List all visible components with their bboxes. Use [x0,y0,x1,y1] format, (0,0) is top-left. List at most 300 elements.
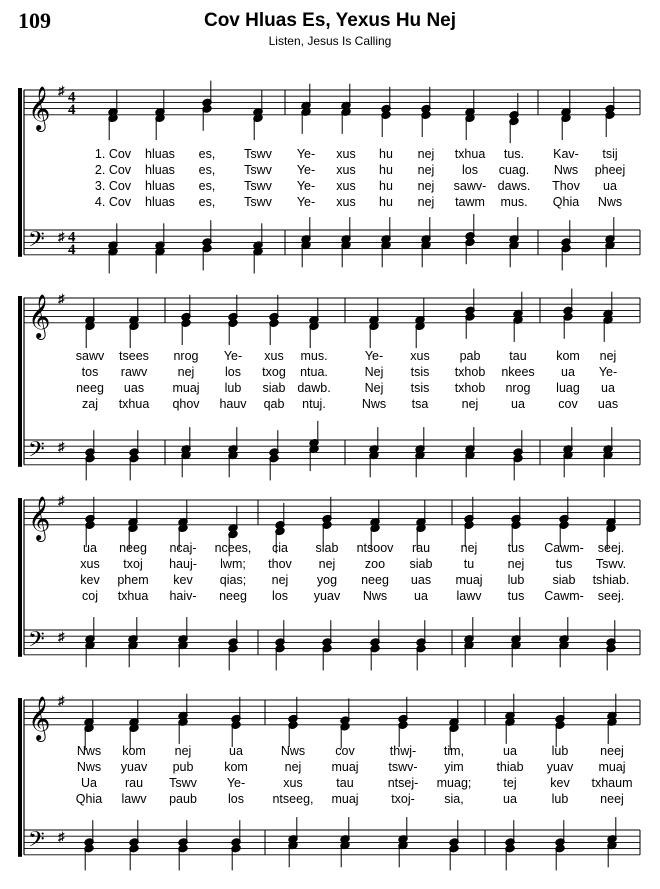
note [561,114,571,140]
lyric-syllable: Tswv [244,147,272,161]
note [464,641,474,667]
note [340,841,350,867]
note [505,820,515,846]
lyric-syllable: siab [315,541,339,555]
lyric-syllable: hluas [145,195,175,209]
lyric-syllable: nej [461,397,479,411]
note [465,238,475,264]
treble-clef: 𝄞 [28,695,51,740]
lyric-syllable: hu [379,195,393,209]
note [309,298,319,324]
lyric-syllable: lub [224,381,242,395]
lyric-syllable: cia [272,541,288,555]
system-4 [18,693,640,870]
note [465,289,475,315]
note [464,497,474,523]
note [555,844,565,870]
lyric-syllable: neeg [119,541,147,555]
lyric-syllable: tej [503,776,517,790]
lyric-syllable: ua [229,744,243,758]
lyric-syllable: Ye- [296,195,316,209]
lyric-syllable: nej [174,744,192,758]
lyric-syllable: txhua [118,397,150,411]
note [607,841,617,867]
note [370,620,380,646]
note [606,500,616,526]
note [301,241,311,267]
lyric-syllable: ncees, [214,541,252,555]
note [178,641,188,667]
lyric-syllable: nej [284,760,302,774]
note [275,503,285,529]
note [309,421,319,447]
bass-staff [24,830,640,855]
note [341,241,351,267]
hymn-title: Cov Hluas Es, Yexus Hu Nej [203,10,457,31]
lyric-syllable: tim, [443,744,465,758]
lyric-syllable: es, [198,163,216,177]
lyric-syllable: kom [556,349,580,363]
lyric-syllable: tsees [119,349,149,363]
note [505,844,515,870]
lyric-syllable: Ye- [223,349,243,363]
note [202,220,212,246]
note [85,430,95,456]
note [341,84,351,110]
lyric-syllable: yuav [546,760,574,774]
sharp-sign: ♯ [58,629,65,645]
lyric-syllable: yim [444,760,464,774]
lyric-syllable: 1. Cov [94,147,132,161]
note [84,700,94,726]
note [108,90,118,116]
system-bracket [18,88,22,257]
note [202,81,212,107]
lyric-syllable: xus [336,179,356,193]
lyric-syllable: muaj [331,792,359,806]
lyric-syllable: tsa [411,397,429,411]
note [416,620,426,646]
note [603,451,613,477]
note [511,641,521,667]
lyric-syllable: ntuj. [302,397,326,411]
lyric-syllable: txhua [117,589,149,603]
lyric-syllable: ua [503,792,517,806]
lyric-syllable: tu [463,557,475,571]
lyric-syllable: mus. [300,349,328,363]
lyric-syllable: zaj [82,397,98,411]
lyric-syllable: Ye- [226,776,246,790]
lyric-syllable: txoj [123,557,143,571]
note [129,700,139,726]
system-3 [18,493,640,670]
note [178,717,188,743]
note [421,87,431,113]
lyric-syllable: cuag. [498,163,530,177]
lyric-syllable: rau [124,776,144,790]
note [369,451,379,477]
note [322,644,332,670]
sharp-sign: ♯ [58,229,65,245]
lyric-syllable: qias; [219,573,247,587]
note [85,298,95,324]
note [605,111,615,137]
note [606,620,616,646]
note [269,454,279,480]
note [559,497,569,523]
bass-clef: 𝄢 [28,627,45,658]
lyric-syllable: phem [117,573,149,587]
note [370,644,380,670]
lyric-syllable: nej [271,573,289,587]
lyric-syllable: tos [81,365,99,379]
system-bracket [18,296,22,467]
lyric-syllable: nrog [505,381,531,395]
note [465,114,475,140]
lyric-syllable: nej [417,147,435,161]
hymn-number: 109 [18,8,51,33]
lyric-syllable: siab [409,557,433,571]
lyric-syllable: mus. [500,195,528,209]
note [381,241,391,267]
lyric-syllable: los [228,792,244,806]
note [341,107,351,133]
lyric-syllable: ntua. [300,365,328,379]
lyric-syllable: Tswv [169,776,197,790]
lyric-syllable: kom [224,760,248,774]
lyric-syllable: 3. Cov [94,179,132,193]
lyric-syllable: es, [198,195,216,209]
note [85,497,95,523]
sharp-sign: ♯ [58,829,65,845]
lyric-syllable: hauj- [169,557,197,571]
note [178,694,188,720]
lyric-syllable: Ye- [364,349,384,363]
lyric-syllable: xus [336,163,356,177]
lyric-syllable: dawb. [297,381,331,395]
note [231,820,241,846]
note [449,844,459,870]
note [511,497,521,523]
treble-clef: 𝄞 [28,85,51,130]
lyric-syllable: seej. [597,589,625,603]
lyric-syllable: qab [263,397,285,411]
note [381,87,391,113]
lyric-syllable: txhob [454,365,486,379]
lyric-syllable: tus [507,589,525,603]
lyric-syllable: Tswv [244,179,272,193]
note [288,841,298,867]
lyric-syllable: siab [552,573,576,587]
note [605,241,615,267]
lyric-syllable: kev [80,573,100,587]
lyric-syllable: uas [597,397,619,411]
note [85,322,95,348]
note [228,506,238,532]
lyric-syllable: kom [122,744,146,758]
lyric-syllable: pab [459,349,481,363]
lyric-syllable: muaj [598,760,626,774]
lyric-syllable: lub [507,573,525,587]
lyric-syllable: cov [558,397,578,411]
note [381,111,391,137]
system-bracket [18,698,22,857]
note [178,500,188,526]
lyric-syllable: lub [551,744,569,758]
system-2 [18,289,640,481]
lyric-syllable: nej [507,557,525,571]
note [605,87,615,113]
bass-clef: 𝄢 [28,827,45,858]
note [513,292,523,318]
note [129,430,139,456]
lyric-syllable: muag; [436,776,472,790]
lyric-syllable: luag [556,381,580,395]
note [85,454,95,480]
note [129,322,139,348]
lyric-syllable: txog [262,365,286,379]
hymn-subtitle: Listen, Jesus Is Calling [268,34,392,48]
time-signature-top: 4 [68,89,76,106]
lyric-syllable: tau [509,349,527,363]
note [301,84,311,110]
lyric-syllable: tau [336,776,354,790]
lyric-syllable: thiab [496,760,524,774]
lyric-syllable: tswv- [388,760,418,774]
lyric-syllable: lwm; [220,557,246,571]
lyric-syllable: los [225,365,241,379]
lyric-syllable: tus [555,557,573,571]
note [269,295,279,321]
lyric-syllable: uas [410,573,432,587]
note [509,117,519,143]
lyric-syllable: Ye- [296,179,316,193]
time-signature-bottom: 4 [68,101,76,118]
lyric-syllable: 2. Cov [94,163,132,177]
treble-clef: 𝄞 [28,495,51,540]
note [269,319,279,345]
note [128,641,138,667]
sharp-sign: ♯ [58,493,65,508]
lyric-syllable: txoj- [391,792,415,806]
note [129,454,139,480]
treble-staff [24,700,640,725]
lyric-syllable: haiv- [169,589,197,603]
lyric-syllable: sawv [75,349,105,363]
lyric-syllable: txhua [454,147,486,161]
lyric-syllable: nkees [501,365,535,379]
lyric-syllable: txhaum [591,776,633,790]
note [178,844,188,870]
note [253,247,263,273]
note [561,244,571,270]
lyric-syllable: neej [600,744,624,758]
note [559,641,569,667]
note [155,247,165,273]
lyric-syllable: Thov [552,179,580,193]
note [465,312,475,338]
note [181,451,191,477]
lyric-syllable: muaj [455,573,483,587]
lyric-syllable: muaj [331,760,359,774]
lyric-syllable: neeg [361,573,389,587]
note [108,247,118,273]
lyric-syllable: kev [173,573,193,587]
lyric-syllable: xus [264,349,284,363]
note [269,430,279,456]
treble-staff [24,298,640,323]
note [415,298,425,324]
lyric-syllable: zoo [364,557,386,571]
lyric-syllable: tsij [602,147,618,161]
lyric-syllable: muaj [172,381,200,395]
note [555,697,565,723]
note [561,220,571,246]
lyric-syllable: xus [80,557,100,571]
note [415,322,425,348]
bass-staff [24,630,640,655]
note [231,697,241,723]
sharp-sign: ♯ [58,83,65,98]
lyric-syllable: hu [379,163,393,177]
lyric-syllable: hu [379,179,393,193]
note [607,717,617,743]
lyric-syllable: ntsej- [387,776,419,790]
lyric-syllable: sawv- [453,179,487,193]
note [129,844,139,870]
note [178,820,188,846]
system-bracket [18,498,22,657]
lyric-syllable: Ye- [296,147,316,161]
note [449,700,459,726]
lyric-syllable: lub [551,792,569,806]
lyric-syllable: Ye- [296,163,316,177]
note [509,241,519,267]
note [275,620,285,646]
note [561,90,571,116]
note [155,114,165,140]
lyric-syllable: ua [601,381,615,395]
lyric-syllable: hluas [145,179,175,193]
lyric-syllable: ntseeg, [272,792,314,806]
lyric-syllable: lawv [456,589,482,603]
lyric-syllable: pub [172,760,194,774]
lyric-syllable: cov [335,744,355,758]
lyric-syllable: Nws [553,163,579,177]
time-signature-bottom: 4 [68,241,76,258]
lyric-syllable: sia, [444,792,464,806]
note [181,295,191,321]
lyric-syllable: ua [511,397,525,411]
note [513,454,523,480]
note [84,844,94,870]
note [563,289,573,315]
lyric-syllable: 4. Cov [94,195,132,209]
lyric-syllable: yuav [313,589,341,603]
note [555,820,565,846]
note [129,298,139,324]
lyric-syllable: tawm [455,195,485,209]
note [465,90,475,116]
note [309,445,319,471]
note [228,620,238,646]
lyric-syllable: rau [411,541,431,555]
note [228,295,238,321]
lyric-syllable: Nws [362,589,388,603]
note [509,93,519,119]
lyric-syllable: yuav [120,760,148,774]
lyric-syllable: Ye- [598,365,618,379]
lyric-syllable: tsis [410,365,430,379]
system-1 [18,81,640,274]
lyric-syllable: Ua [81,776,97,790]
note [369,298,379,324]
lyric-syllable: siab [262,381,286,395]
lyric-syllable: uas [123,381,145,395]
lyric-syllable: seej. [597,541,625,555]
note [228,319,238,345]
lyric-syllable: pheej [594,163,626,177]
lyric-syllable: thwj- [389,744,417,758]
lyric-syllable: hauv [219,397,247,411]
note [465,451,475,477]
note [416,500,426,526]
note [322,497,332,523]
note [340,698,350,724]
lyric-syllable: nej [417,179,435,193]
note [85,641,95,667]
lyric-syllable: Tswv. [595,557,627,571]
lyric-syllable: daws. [497,179,531,193]
lyric-syllable: Nej [364,381,384,395]
lyric-syllable: txhob [454,381,486,395]
note [275,644,285,670]
lyric-syllable: Nej [364,365,384,379]
lyric-syllable: ua [503,744,517,758]
lyric-syllable: Qhia [75,792,103,806]
bass-staff [24,440,640,465]
note [155,90,165,116]
lyric-syllable: thov [268,557,292,571]
note [421,111,431,137]
note [128,500,138,526]
sharp-sign: ♯ [58,693,65,708]
lyric-syllable: Cawm- [544,541,584,555]
lyric-syllable: kev [550,776,570,790]
note [129,820,139,846]
lyric-syllable: Nws [280,744,306,758]
lyric-syllable: Nws [361,397,387,411]
lyric-syllable: hu [379,147,393,161]
lyric-syllable: tus [507,541,525,555]
bass-clef: 𝄢 [28,437,45,468]
lyric-syllable: los [462,163,478,177]
lyric-syllable: Nws [597,195,623,209]
note [322,620,332,646]
lyric-syllable: ua [83,541,97,555]
lyric-syllable: Kav- [553,147,579,161]
lyric-syllable: nrog [173,349,199,363]
note [228,644,238,670]
time-signature-top: 4 [68,229,76,246]
note [231,844,241,870]
note [415,451,425,477]
lyric-syllable: xus [336,195,356,209]
note [253,114,263,140]
note [603,292,613,318]
note [505,694,515,720]
lyric-syllable: Tswv [244,163,272,177]
